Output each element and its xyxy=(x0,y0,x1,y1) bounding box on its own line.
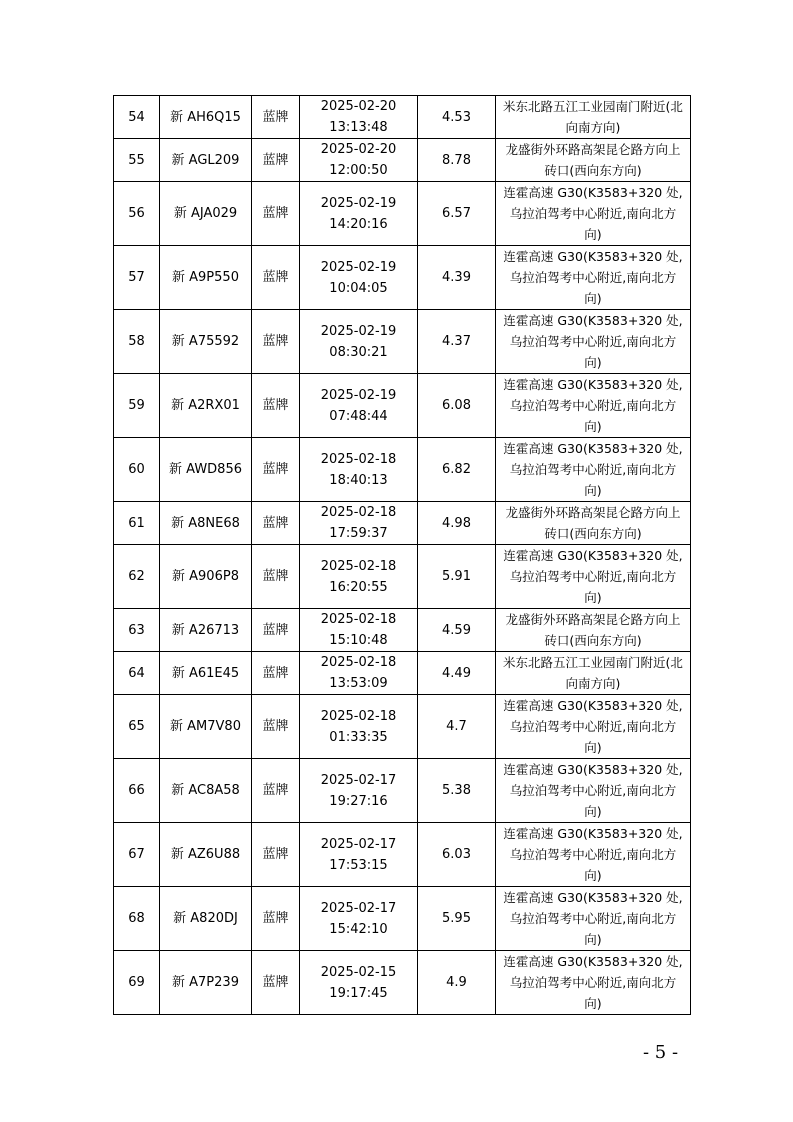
plate-cell: 新 AWD856 xyxy=(160,438,252,502)
datetime-cell xyxy=(300,951,418,1015)
table-row xyxy=(114,545,691,609)
location-line: 砖口(西向东方向) xyxy=(544,526,642,541)
plate-color-cell: 蓝牌 xyxy=(252,139,300,182)
location-line: 龙盛街外环路高架昆仑路方向上 xyxy=(505,612,681,627)
plate-cell: 新 AC8A58 xyxy=(160,759,252,823)
date-text: 2025-02-19 xyxy=(320,387,397,403)
datetime-cell xyxy=(300,96,418,139)
time-text: 15:42:10 xyxy=(329,921,388,937)
violation-records-table xyxy=(113,95,691,1015)
datetime-cell xyxy=(300,182,418,246)
no-cell: 57 xyxy=(114,246,160,310)
value-cell: 5.91 xyxy=(418,545,496,609)
no-cell: 64 xyxy=(114,652,160,695)
value-cell: 4.53 xyxy=(418,96,496,139)
location-cell xyxy=(496,759,691,823)
datetime-cell xyxy=(300,438,418,502)
time-text: 13:13:48 xyxy=(329,120,388,135)
location-cell xyxy=(496,139,691,182)
location-line: 向南方向) xyxy=(565,120,621,135)
datetime-cell xyxy=(300,695,418,759)
table-row xyxy=(114,246,691,310)
datetime-cell xyxy=(300,823,418,887)
time-text: 15:10:48 xyxy=(329,633,388,648)
no-cell: 63 xyxy=(114,609,160,652)
value-cell: 4.7 xyxy=(418,695,496,759)
plate-color-cell: 蓝牌 xyxy=(252,246,300,310)
location-line: 连霍高速 G30(K3583+320 处, xyxy=(503,249,683,264)
location-cell xyxy=(496,310,691,374)
plate-color-cell: 蓝牌 xyxy=(252,545,300,609)
time-text: 17:59:37 xyxy=(329,526,388,541)
date-text: 2025-02-17 xyxy=(320,900,397,916)
datetime-cell xyxy=(300,887,418,951)
location-line: 向) xyxy=(584,804,602,819)
plate-color-cell: 蓝牌 xyxy=(252,652,300,695)
plate-cell: 新 AM7V80 xyxy=(160,695,252,759)
plate-color-cell: 蓝牌 xyxy=(252,609,300,652)
location-line: 乌拉泊驾考中心附近,南向北方 xyxy=(509,847,677,862)
location-cell xyxy=(496,609,691,652)
plate-cell: 新 AH6Q15 xyxy=(160,96,252,139)
date-text: 2025-02-18 xyxy=(320,558,397,574)
table-row xyxy=(114,759,691,823)
plate-cell: 新 A8NE68 xyxy=(160,502,252,545)
table-row xyxy=(114,887,691,951)
value-cell: 4.59 xyxy=(418,609,496,652)
table-row xyxy=(114,182,691,246)
no-cell: 69 xyxy=(114,951,160,1015)
value-cell: 5.95 xyxy=(418,887,496,951)
location-line: 向) xyxy=(584,483,602,498)
date-text: 2025-02-15 xyxy=(320,964,397,980)
time-text: 19:17:45 xyxy=(329,985,388,1001)
location-line: 向南方向) xyxy=(565,676,621,691)
location-line: 乌拉泊驾考中心附近,南向北方 xyxy=(509,206,677,221)
location-line: 向) xyxy=(584,227,602,242)
table-row xyxy=(114,374,691,438)
date-text: 2025-02-19 xyxy=(320,323,397,339)
time-text: 19:27:16 xyxy=(329,793,388,809)
time-text: 17:53:15 xyxy=(329,857,388,873)
datetime-cell xyxy=(300,246,418,310)
plate-color-cell: 蓝牌 xyxy=(252,759,300,823)
no-cell: 66 xyxy=(114,759,160,823)
plate-cell: 新 AJA029 xyxy=(160,182,252,246)
location-line: 向) xyxy=(584,932,602,947)
value-cell: 4.49 xyxy=(418,652,496,695)
time-text: 08:30:21 xyxy=(329,344,388,360)
no-cell: 56 xyxy=(114,182,160,246)
plate-color-cell: 蓝牌 xyxy=(252,438,300,502)
value-cell: 4.39 xyxy=(418,246,496,310)
location-line: 向) xyxy=(584,868,602,883)
date-text: 2025-02-17 xyxy=(320,772,397,788)
table-row xyxy=(114,310,691,374)
plate-color-cell: 蓝牌 xyxy=(252,695,300,759)
plate-color-cell: 蓝牌 xyxy=(252,502,300,545)
location-line: 连霍高速 G30(K3583+320 处, xyxy=(503,698,683,713)
table-row xyxy=(114,609,691,652)
location-cell xyxy=(496,96,691,139)
location-line: 向) xyxy=(584,590,602,605)
location-line: 连霍高速 G30(K3583+320 处, xyxy=(503,313,683,328)
date-text: 2025-02-18 xyxy=(320,505,397,520)
location-cell xyxy=(496,374,691,438)
location-line: 乌拉泊驾考中心附近,南向北方 xyxy=(509,462,677,477)
time-text: 12:00:50 xyxy=(329,163,388,178)
location-line: 米东北路五江工业园南门附近(北 xyxy=(503,655,683,670)
table-row xyxy=(114,139,691,182)
date-text: 2025-02-18 xyxy=(320,612,397,627)
location-line: 乌拉泊驾考中心附近,南向北方 xyxy=(509,270,677,285)
location-cell xyxy=(496,652,691,695)
datetime-cell xyxy=(300,545,418,609)
location-line: 砖口(西向东方向) xyxy=(544,633,642,648)
time-text: 16:20:55 xyxy=(329,579,388,595)
plate-color-cell: 蓝牌 xyxy=(252,182,300,246)
location-cell xyxy=(496,887,691,951)
location-line: 龙盛街外环路高架昆仑路方向上 xyxy=(505,505,681,520)
location-line: 乌拉泊驾考中心附近,南向北方 xyxy=(509,783,677,798)
date-text: 2025-02-20 xyxy=(320,99,397,114)
value-cell: 6.03 xyxy=(418,823,496,887)
plate-cell: 新 A26713 xyxy=(160,609,252,652)
location-line: 乌拉泊驾考中心附近,南向北方 xyxy=(509,719,677,734)
value-cell: 4.98 xyxy=(418,502,496,545)
location-cell xyxy=(496,951,691,1015)
plate-color-cell: 蓝牌 xyxy=(252,823,300,887)
time-text: 13:53:09 xyxy=(329,676,388,691)
location-line: 连霍高速 G30(K3583+320 处, xyxy=(503,762,683,777)
date-text: 2025-02-19 xyxy=(320,195,397,211)
no-cell: 61 xyxy=(114,502,160,545)
no-cell: 58 xyxy=(114,310,160,374)
location-cell xyxy=(496,502,691,545)
plate-cell: 新 A906P8 xyxy=(160,545,252,609)
date-text: 2025-02-18 xyxy=(320,451,397,467)
table-row xyxy=(114,438,691,502)
location-line: 龙盛街外环路高架昆仑路方向上 xyxy=(505,142,681,157)
table-row xyxy=(114,96,691,139)
plate-color-cell: 蓝牌 xyxy=(252,887,300,951)
time-text: 18:40:13 xyxy=(329,472,388,488)
no-cell: 65 xyxy=(114,695,160,759)
datetime-cell xyxy=(300,374,418,438)
plate-cell: 新 A7P239 xyxy=(160,951,252,1015)
table-row xyxy=(114,652,691,695)
plate-cell: 新 AZ6U88 xyxy=(160,823,252,887)
location-line: 米东北路五江工业园南门附近(北 xyxy=(503,99,683,114)
value-cell: 8.78 xyxy=(418,139,496,182)
plate-color-cell: 蓝牌 xyxy=(252,310,300,374)
plate-cell: 新 A9P550 xyxy=(160,246,252,310)
location-line: 乌拉泊驾考中心附近,南向北方 xyxy=(509,569,677,584)
plate-color-cell: 蓝牌 xyxy=(252,96,300,139)
plate-cell: 新 A61E45 xyxy=(160,652,252,695)
plate-cell: 新 A2RX01 xyxy=(160,374,252,438)
location-line: 向) xyxy=(584,419,602,434)
value-cell: 5.38 xyxy=(418,759,496,823)
location-cell xyxy=(496,182,691,246)
datetime-cell xyxy=(300,139,418,182)
location-line: 连霍高速 G30(K3583+320 处, xyxy=(503,890,683,905)
date-text: 2025-02-18 xyxy=(320,655,397,670)
location-cell xyxy=(496,438,691,502)
value-cell: 6.08 xyxy=(418,374,496,438)
location-cell xyxy=(496,695,691,759)
location-line: 连霍高速 G30(K3583+320 处, xyxy=(503,954,683,969)
time-text: 10:04:05 xyxy=(329,280,388,296)
location-line: 连霍高速 G30(K3583+320 处, xyxy=(503,441,683,456)
location-line: 乌拉泊驾考中心附近,南向北方 xyxy=(509,975,677,990)
value-cell: 4.9 xyxy=(418,951,496,1015)
datetime-cell xyxy=(300,502,418,545)
time-text: 01:33:35 xyxy=(329,729,388,745)
datetime-cell xyxy=(300,652,418,695)
date-text: 2025-02-20 xyxy=(320,142,397,157)
no-cell: 62 xyxy=(114,545,160,609)
no-cell: 67 xyxy=(114,823,160,887)
plate-cell: 新 AGL209 xyxy=(160,139,252,182)
location-line: 向) xyxy=(584,355,602,370)
datetime-cell xyxy=(300,759,418,823)
location-line: 向) xyxy=(584,740,602,755)
no-cell: 59 xyxy=(114,374,160,438)
location-line: 连霍高速 G30(K3583+320 处, xyxy=(503,826,683,841)
value-cell: 6.57 xyxy=(418,182,496,246)
table-row xyxy=(114,823,691,887)
no-cell: 54 xyxy=(114,96,160,139)
no-cell: 60 xyxy=(114,438,160,502)
page-number: - 5 - xyxy=(643,1042,679,1063)
plate-cell: 新 A75592 xyxy=(160,310,252,374)
plate-cell: 新 A820DJ xyxy=(160,887,252,951)
location-line: 砖口(西向东方向) xyxy=(544,163,642,178)
value-cell: 4.37 xyxy=(418,310,496,374)
no-cell: 68 xyxy=(114,887,160,951)
date-text: 2025-02-19 xyxy=(320,259,397,275)
location-line: 乌拉泊驾考中心附近,南向北方 xyxy=(509,334,677,349)
location-line: 向) xyxy=(584,291,602,306)
table-row xyxy=(114,502,691,545)
plate-color-cell: 蓝牌 xyxy=(252,951,300,1015)
location-line: 连霍高速 G30(K3583+320 处, xyxy=(503,377,683,392)
plate-color-cell: 蓝牌 xyxy=(252,374,300,438)
date-text: 2025-02-17 xyxy=(320,836,397,852)
location-line: 连霍高速 G30(K3583+320 处, xyxy=(503,548,683,563)
location-cell xyxy=(496,246,691,310)
time-text: 07:48:44 xyxy=(329,408,388,424)
datetime-cell xyxy=(300,609,418,652)
no-cell: 55 xyxy=(114,139,160,182)
location-line: 乌拉泊驾考中心附近,南向北方 xyxy=(509,911,677,926)
location-line: 连霍高速 G30(K3583+320 处, xyxy=(503,185,683,200)
table-row xyxy=(114,695,691,759)
date-text: 2025-02-18 xyxy=(320,708,397,724)
location-line: 向) xyxy=(584,996,602,1011)
value-cell: 6.82 xyxy=(418,438,496,502)
location-cell xyxy=(496,545,691,609)
time-text: 14:20:16 xyxy=(329,216,388,232)
table-body xyxy=(114,96,691,1015)
datetime-cell xyxy=(300,310,418,374)
table-row xyxy=(114,951,691,1015)
location-line: 乌拉泊驾考中心附近,南向北方 xyxy=(509,398,677,413)
location-cell xyxy=(496,823,691,887)
